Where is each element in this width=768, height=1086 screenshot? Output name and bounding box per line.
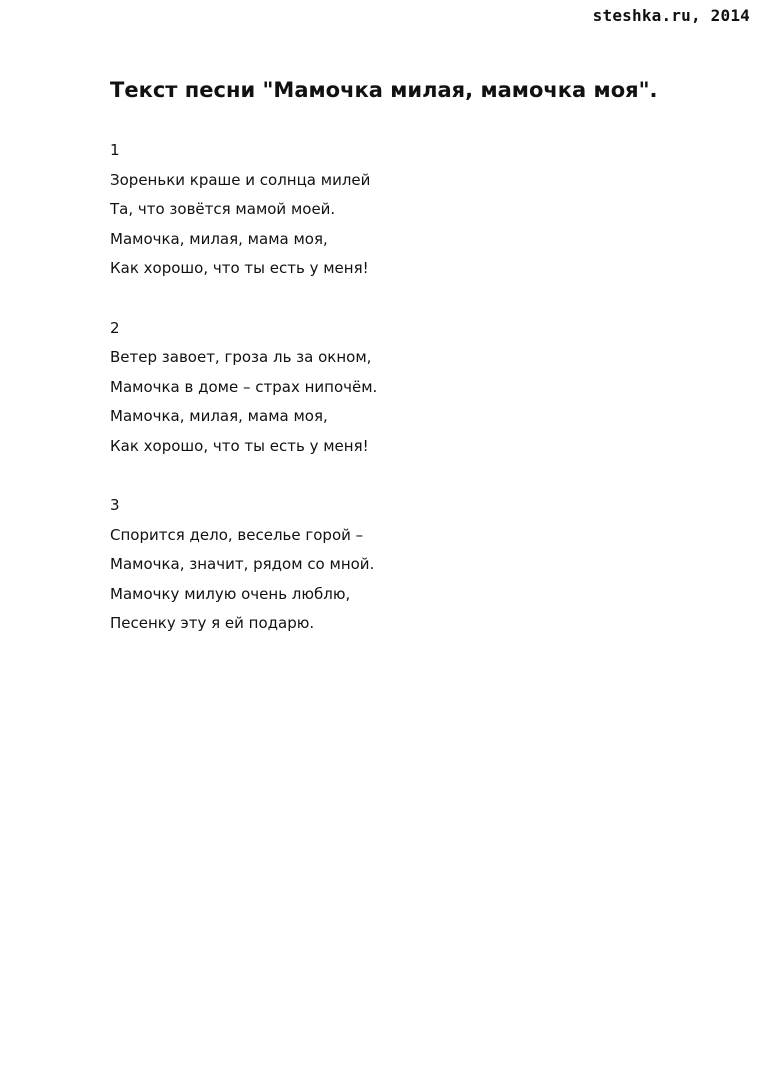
verse-line: Песенку эту я ей подарю. — [110, 614, 315, 632]
verse-line: Мамочка, милая, мама моя, — [110, 407, 328, 425]
verse-number: 1 — [110, 141, 120, 159]
verse-2 — [110, 314, 377, 462]
verse-line: Как хорошо, что ты есть у меня! — [110, 259, 369, 277]
lyrics — [110, 136, 377, 669]
verse-line: Мамочку милую очень люблю, — [110, 584, 351, 603]
verse-line: Зореньки краше и солнца милей — [110, 170, 371, 189]
verse-line: Как хорошо, что ты есть у меня! — [110, 436, 369, 455]
verse-line: Мамочка, значит, рядом со мной. — [110, 555, 375, 573]
verse-line: Мамочка в доме – страх нипочём. — [110, 377, 378, 396]
verse-line: Мамочка, милая, мама моя, — [110, 229, 328, 248]
verse-3 — [110, 491, 377, 639]
song-title: Текст песни "Мамочка милая, мамочка моя". — [110, 78, 658, 102]
verse-1 — [110, 136, 377, 284]
verse-number: 3 — [110, 496, 120, 514]
verse-line: Спорится дело, веселье горой – — [110, 525, 364, 544]
verse-line: Ветер завоет, гроза ль за окном, — [110, 348, 372, 366]
verse-line: Та, что зовётся мамой моей. — [110, 200, 336, 218]
verse-number: 2 — [110, 318, 120, 337]
site-header: steshka.ru, 2014 — [592, 6, 750, 25]
